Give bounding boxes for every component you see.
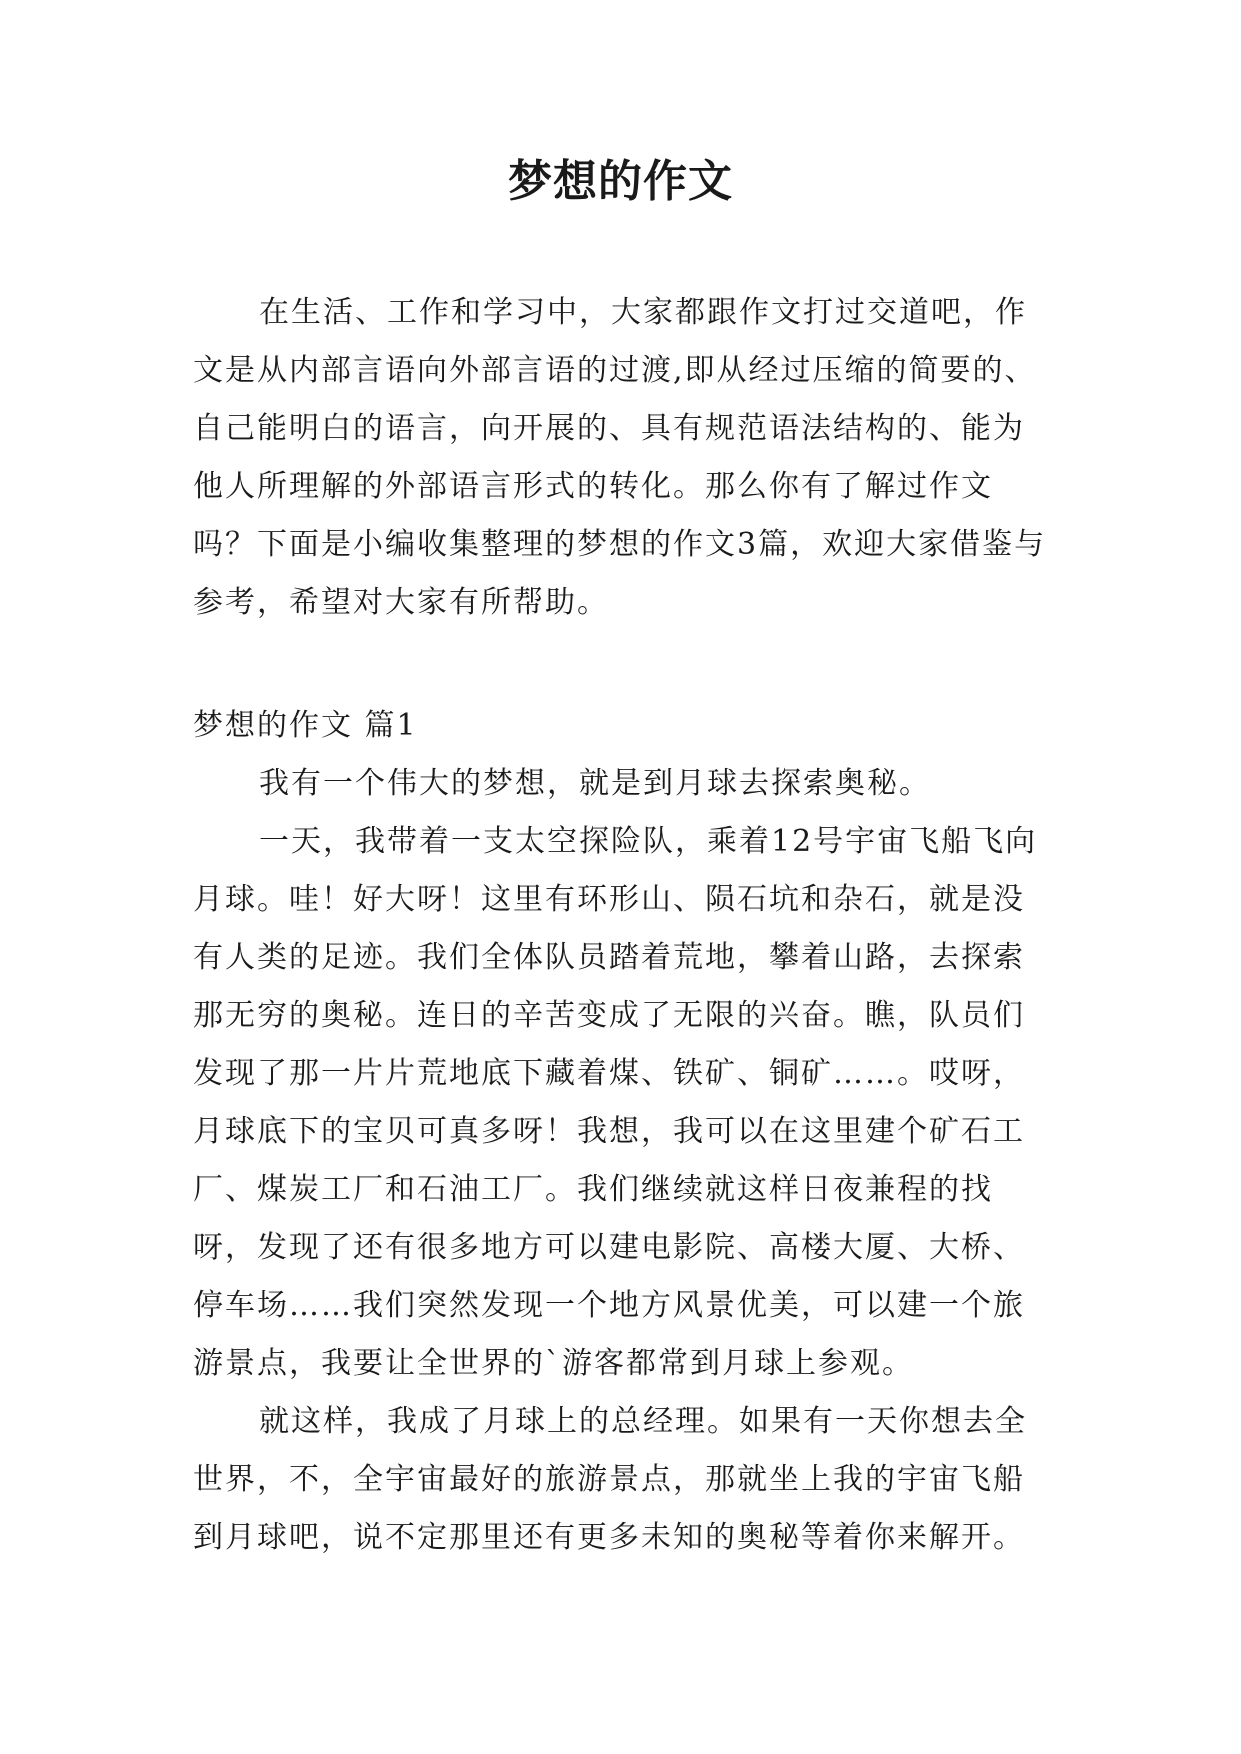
intro-paragraph: 在生活、工作和学习中，大家都跟作文打过交道吧，作文是从内部言语向外部言语的过渡,即从经过压缩的简要的、自己能明白的语言，向开展的、具有规范语法结构的、能为他人所理解的外部语言形式的转化。那么你有了解过作文吗？下面是小编收集整理的梦想的作文3篇，欢迎大家借鉴与参考，希望对大家有所帮助。	[193, 295, 1047, 620]
section-heading: 梦想的作文 篇1	[193, 708, 418, 743]
document-title: 梦想的作文	[508, 156, 733, 207]
section-paragraph-3: 就这样，我成了月球上的总经理。如果有一天你想去全世界，不，全宇宙最好的旅游景点，那就坐上我的宇宙飞船到月球吧，说不定那里还有更多未知的奥秘等着你来解开。	[193, 1404, 1027, 1555]
section-paragraph-2: 一天，我带着一支太空探险队，乘着12号宇宙飞船飞向月球。哇！好大呀！这里有环形山、陨石坑和杂石，就是没有人类的足迹。我们全体队员踏着荒地，攀着山路，去探索那无穷的奥秘。连日的辛苦变成了无限的兴奋。瞧，队员们发现了那一片片荒地底下藏着煤、铁矿、铜矿……。哎呀，月球底下的宝贝可真多呀！我想，我可以在这里建个矿石工厂、煤炭工厂和石油工厂。我们继续就这样日夜兼程的找呀，发现了还有很多地方可以建电影院、高楼大厦、大桥、停车场……我们突然发现一个地方风景优美，可以建一个旅游景点，我要让全世界的`游客都常到月球上参观。	[193, 824, 1038, 1381]
section-paragraph-1: 我有一个伟大的梦想，就是到月球去探索奥秘。	[259, 766, 931, 801]
